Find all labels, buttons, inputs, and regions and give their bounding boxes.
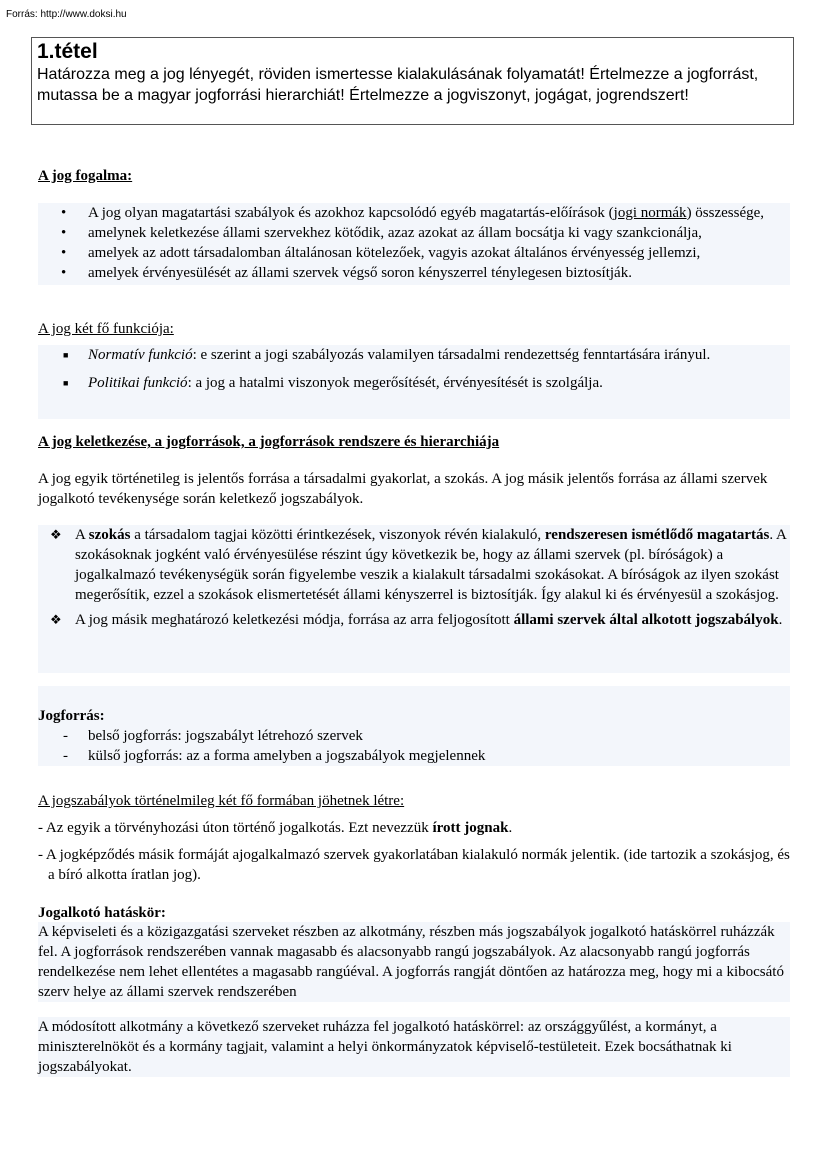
list-item: - belső jogforrás: jogszabályt létrehozó szervek <box>63 728 363 744</box>
list-item: ❖ A szokás a társadalom tagjai közötti érintkezések, viszonyok révén kialakuló, rendszeresen ismétlődő magatartás. A szokásoknak jogként való érvényesülése részint úgy következik be, hogy az állami szervek (pl. bíróságok) a jogalkalmazó tevékenységük során figyelembe veszik a kialakult társadalmi szokásokat. A bíróságok az ilyen szokást megerősítik, ezzel a szokások elismertetését állami kényszerrel is biztosítják. Így alakul ki és érvényesül a szokásjog. <box>50 527 787 603</box>
section-heading-keletkezes: A jog keletkezése, a jogforrások, a jogforrások rendszere és hierarchiája <box>38 434 500 450</box>
list-item: • amelynek keletkezése állami szervekhez kötődik, azaz azokat az állam bocsátja ki vagy szankcionálja, <box>61 225 702 241</box>
keletkezes-list <box>38 525 790 673</box>
source-line: Forrás: http://www.doksi.hu <box>6 9 127 20</box>
hataskor-paragraph-2: A módosított alkotmány a következő szerveket ruházza fel jogalkotó hatáskörrel: az országgyűlést, a kormányt, a miniszterelnököt és a kormány tagjait, valamint a helyi önkormányzatok képviselő-testületeit. Ezek bocsáthatnak ki jogszabályokat. <box>38 1017 790 1077</box>
hataskor-paragraph-1: A képviseleti és a közigazgatási szerveket részben az alkotmány, részben más jogszabályok jogalkotó hatáskörrel ruházzák fel. A jogforrások rendszerében vannak magasabb és alacsonyabb rangú jogszabályok. Az alacsonyabb rangú jogforrás rendelkezése nem lehet ellentétes a magasabb rangúéval. A jogforrás rangját döntően az határozza meg, hogy mi a kibocsátó szerv helye az állami szervek rendszerében <box>38 922 790 1002</box>
question-text: Határozza meg a jog lényegét, röviden ismertesse kialakulásának folyamatát! Értelmezze a jogforrást, mutassa be a magyar jogforrási hierarchiát! Értelmezze a jogviszonyt, jogágat, jogrendszert! <box>37 66 759 104</box>
list-item: ■ Politikai funkció: a jog a hatalmi viszonyok megerősítését, érvényesítését is szolgálja. <box>63 375 603 391</box>
section-heading-jog-fogalma: A jog fogalma: <box>38 168 133 184</box>
forma-line-2: - A jogképződés másik formáját ajogalkalmazó szervek gyakorlatában kialakuló normák jelentik. (ide tartozik a szokásjog, és a bíró alkotta íratlan jog). <box>38 847 790 883</box>
jog-fogalma-list <box>38 203 790 285</box>
list-item: - külső jogforrás: az a forma amelyben a jogszabályok megjelennek <box>63 748 486 764</box>
section-heading-funkciok: A jog két fő funkciója: <box>38 321 174 337</box>
list-item: • amelyek érvényesülését az állami szervek végső soron kényszerrel ténylegesen biztosítják. <box>61 265 632 281</box>
list-item: ■ Normatív funkció: e szerint a jogi szabályozás valamilyen társadalmi rendezettség fenntartására irányul. <box>63 347 711 363</box>
list-item: • amelyek az adott társadalomban általánosan kötelezőek, vagyis azokat általános érvényesség jellemzi, <box>61 245 701 261</box>
forma-line-1: - Az egyik a törvényhozási úton történő jogalkotás. Ezt nevezzük írott jognak. <box>38 820 513 836</box>
section-heading-formak: A jogszabályok történelmileg két fő formában jöhetnek létre: <box>38 793 405 809</box>
jogi-normak-link: jogi normák <box>613 205 687 221</box>
section-heading-jogforras: Jogforrás: <box>38 708 105 724</box>
list-item: ❖ A jog másik meghatározó keletkezési módja, forrása az arra feljogosított állami szervek által alkotott jogszabályok. <box>50 612 783 628</box>
section-heading-hataskor: Jogalkotó hatáskör: <box>38 905 166 921</box>
list-item: • A jog olyan magatartási szabályok és azokhoz kapcsolódó egyéb magatartás-előírások (jogi normák) összessége, <box>61 205 765 221</box>
keletkezes-intro: A jog egyik történetileg is jelentős forrása a társadalmi gyakorlat, a szokás. A jog másik jelentős forrása az állami szervek jogalkotó tevékenysége során keletkező jogszabályok. <box>38 471 768 507</box>
jogforras-block <box>38 686 790 766</box>
question-box <box>31 37 794 125</box>
question-number: 1.tétel <box>37 40 98 63</box>
funkciok-list <box>38 345 790 419</box>
